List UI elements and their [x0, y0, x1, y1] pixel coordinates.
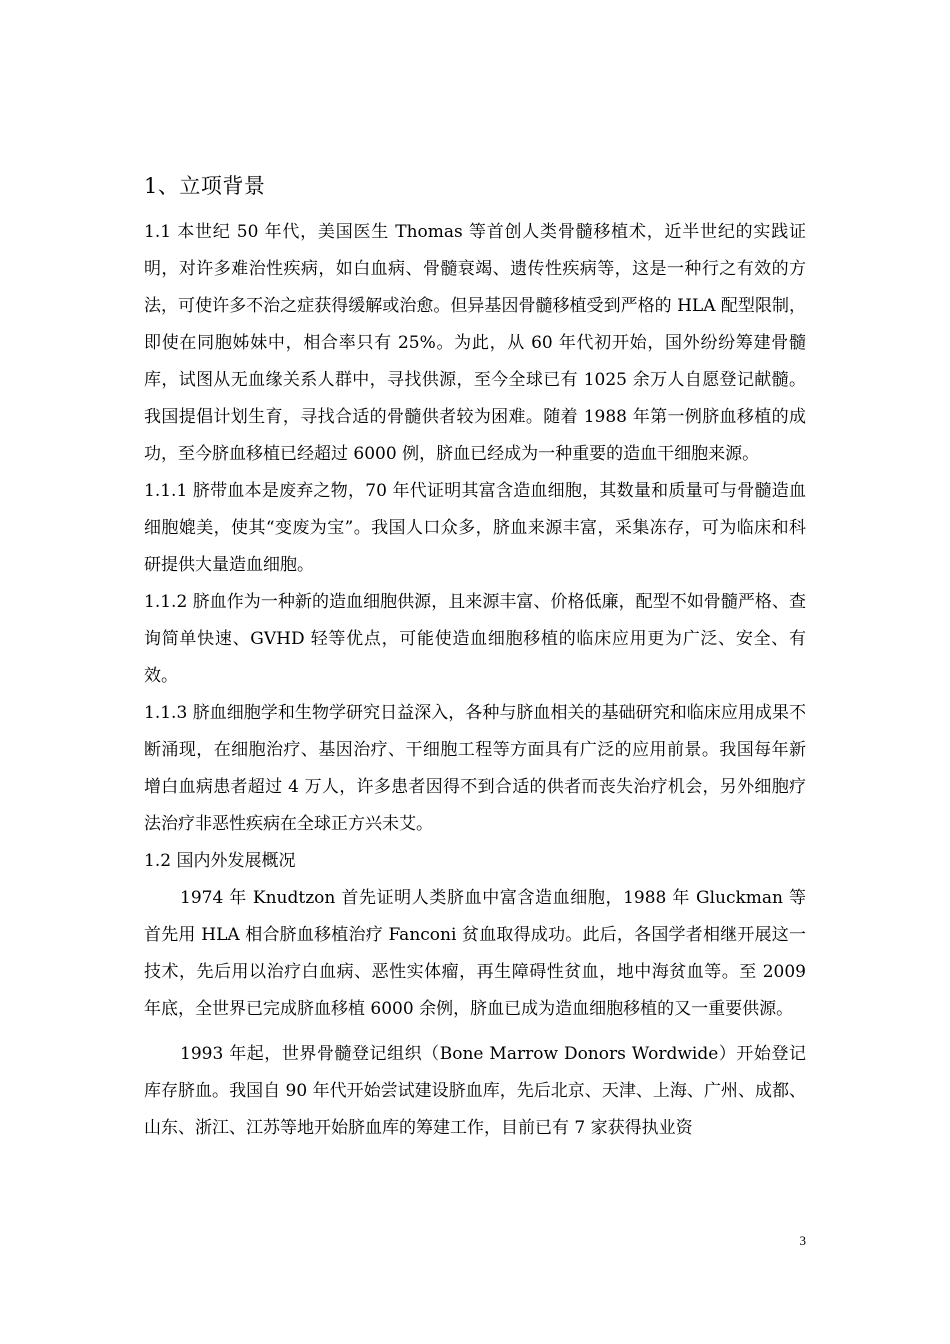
page-number: 3 [799, 1233, 806, 1248]
paragraph-cord-blood-bank: 1993 年起，世界骨髓登记组织（Bone Marrow Donors Wordwide）开始登记库存脐血。我国自 90 年代开始尝试建设脐血库，先后北京、天津、上海、广州、成都、山东、浙江、江苏等地开始脐血库的筹建工作，目前已有 7 家获得执业资 [144, 1044, 806, 1138]
paragraph-1-1-2: 1.1.2 脐血作为一种新的造血细胞供源，且来源丰富、价格低廉，配型不如骨髓严格、查询简单快速、GVHD 轻等优点，可能使造血细胞移植的临床应用更为广泛、安全、有效。 [144, 592, 806, 686]
paragraph-development-overview: 1974 年 Knudtzon 首先证明人类脐血中富含造血细胞，1988 年 Gluckman 等首先用 HLA 相合脐血移植治疗 Fanconi 贫血取得成功。此后，各国学者相继开展这一技术，先后用以治疗白血病、恶性实体瘤，再生障碍性贫血，地中海贫血等。至 2009 年底，全世界已完成脐血移植 6000 余例，脐血已成为造血细胞移植的又一重要供源。 [144, 888, 806, 1019]
subsection-heading-1-2: 1.2 国内外发展概况 [144, 851, 296, 871]
paragraph-1-1-1: 1.1.1 脐带血本是废弃之物，70 年代证明其富含造血细胞，其数量和质量可与骨髓造血细胞媲美，使其“变废为宝”。我国人口众多，脐血来源丰富，采集冻存，可为临床和科研提供大量造血细胞。 [144, 481, 806, 575]
paragraph-1-1: 1.1 本世纪 50 年代，美国医生 Thomas 等首创人类骨髓移植术，近半世纪的实践证明，对许多难治性疾病，如白血病、骨髓衰竭、遗传性疾病等，这是一种行之有效的方法，可使许多不治之症获得缓解或治愈。但异基因骨髓移植受到严格的 HLA 配型限制，即使在同胞姊妹中，相合率只有 25%。为此，从 60 年代初开始，国外纷纷筹建骨髓库，试图从无血缘关系人群中，寻找供源，至今全球已有 1025 余万人自愿登记献髓。我国提倡计划生育，寻找合适的骨髓供者较为困难。随着 1988 年第一例脐血移植的成功，至今脐血移植已经超过 6000 例，脐血已经成为一种重要的造血干细胞来源。 [144, 222, 806, 464]
paragraph-1-1-3: 1.1.3 脐血细胞学和生物学研究日益深入，各种与脐血相关的基础研究和临床应用成果不断涌现，在细胞治疗、基因治疗、干细胞工程等方面具有广泛的应用前景。我国每年新增白血病患者超过 4 万人，许多患者因得不到合适的供者而丧失治疗机会，另外细胞疗法治疗非恶性疾病在全球正方兴未艾。 [144, 703, 806, 834]
page-body [144, 168, 806, 1147]
section-heading: 1、立项背景 [144, 174, 266, 198]
